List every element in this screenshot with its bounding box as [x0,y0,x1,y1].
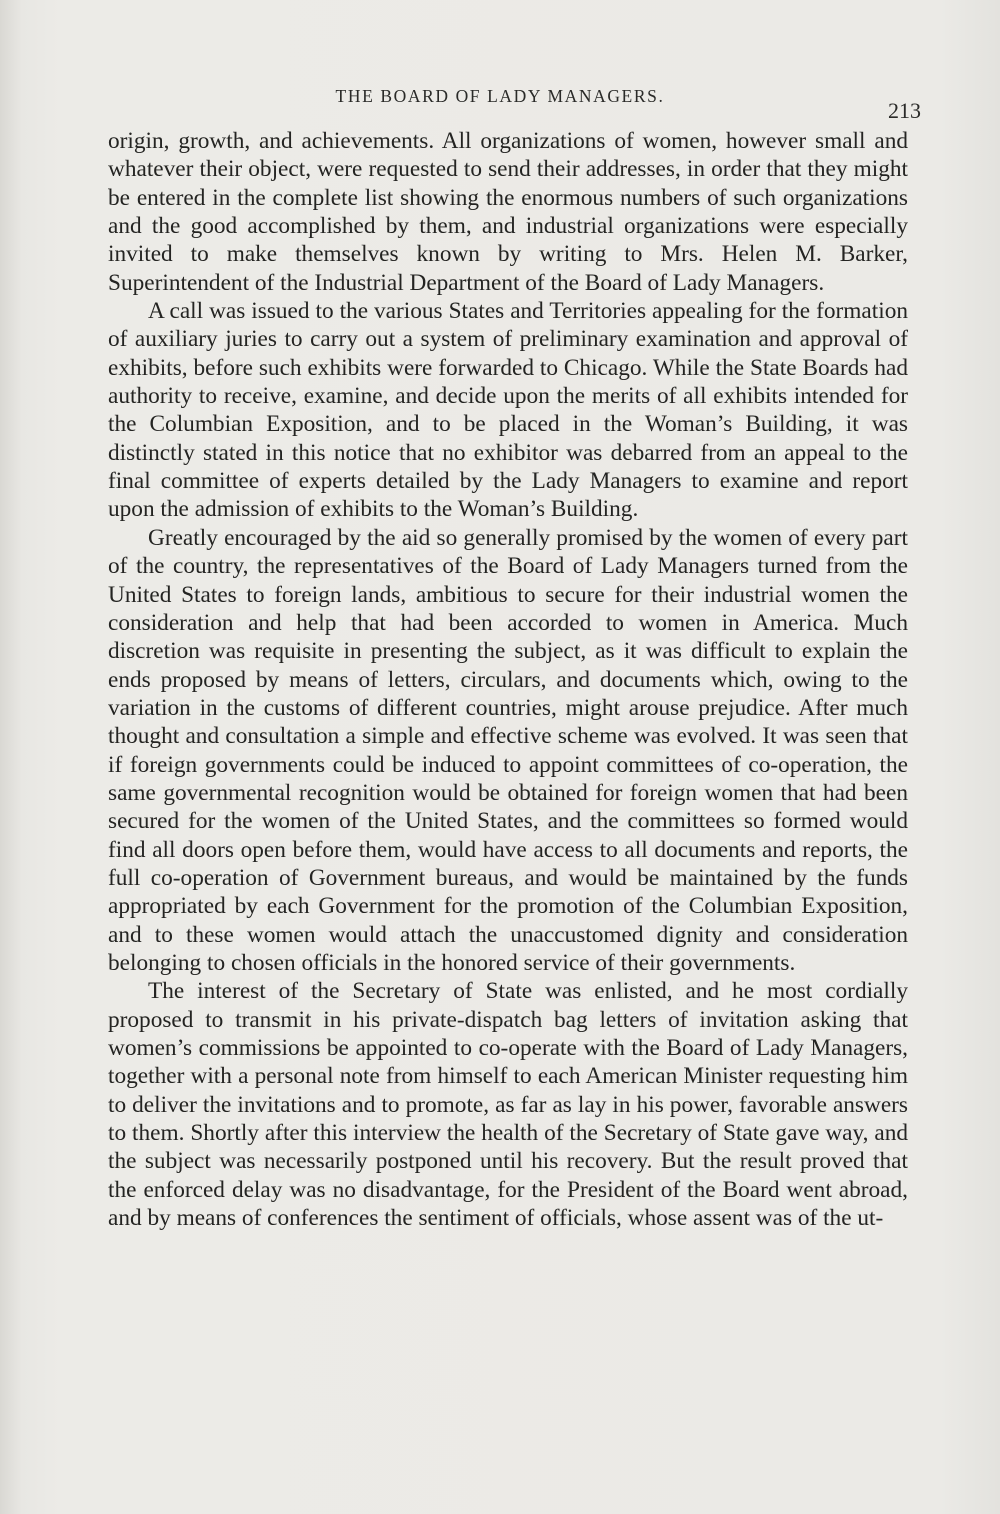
paragraph-auxiliary-juries: A call was issued to the various States and Territories appealing for the formation of auxiliary juries to carry out a system of preliminary examination and approval of exhibits, before such exhibits were forwarded to Chicago. While the State Boards had authority to receive, examine, and decide upon the merits of all exhibits intended for the Columbian Exposition, and to be placed in the Woman’s Building, it was distinctly stated in this notice that no exhibitor was debarred from an appeal to the final committee of experts detailed by the Lady Managers to examine and report upon the admission of exhibits to the Woman’s Building. [108,298,908,523]
body-text [108,127,908,1232]
page-number: 213 [888,98,921,123]
paragraph-secretary-of-state: The interest of the Secretary of State was enlisted, and he most cordially proposed to transmit in his private-dispatch bag letters of invitation asking that women’s commissions be appointed to co-operate with the Board of Lady Managers, together with a personal note from himself to each American Minister requesting him to deliver the invitations and to promote, as far as lay in his power, favorable answers to them. Shortly after this interview the health of the Secretary of State gave way, and the subject was necessarily postponed until his recovery. But the result proved that the enforced delay was no disadvantage, for the President of the Board went abroad, and by means of conferences the sentiment of officials, whose assent was of the ut- [108,978,908,1232]
paragraph-foreign-lands: Greatly encouraged by the aid so generally promised by the women of every part of the country, the representatives of the Board of Lady Managers turned from the United States to foreign lands, ambitious to secure for their industrial women the consideration and help that had been accorded to women in America. Much discretion was requisite in presenting the subject, as it was difficult to explain the ends proposed by means of letters, circulars, and documents which, owing to the variation in the customs of different countries, might arouse prejudice. After much thought and consultation a simple and effective scheme was evolved. It was seen that if foreign governments could be induced to appoint committees of co-operation, the same governmental recognition would be obtained for foreign women that had been secured for the women of the United States, and the committees so formed would find all doors open before them, would have access to all documents and reports, the full co-operation of Government bureaus, and would be maintained by the funds appropriated by each Government for the promotion of the Columbian Exposition, and to these women would attach the unaccustomed dignity and consideration belonging to chosen officials in the honored service of their governments. [108,524,908,976]
running-head: THE BOARD OF LADY MANAGERS. [335,86,665,106]
paragraph-continued: origin, growth, and achievements. All organizations of women, however small and whatever their object, were requested to send their addresses, in order that they might be entered in the complete list showing the enormous numbers of such organizations and the good accomplished by them, and industrial organizations were especially invited to make themselves known by writing to Mrs. Helen M. Barker, Superintendent of the Industrial Department of the Board of Lady Managers. [108,128,908,296]
